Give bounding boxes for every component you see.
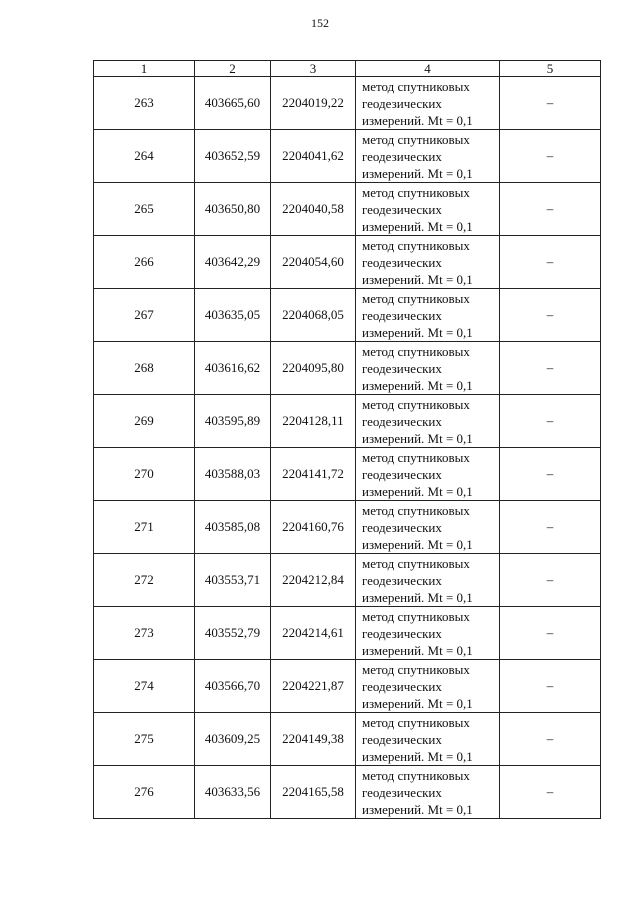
method-cell [356, 77, 500, 130]
x-coordinate-cell: 403595,89 [195, 395, 271, 448]
point-number-cell: 267 [94, 289, 195, 342]
y-coordinate-cell: 2204212,84 [271, 554, 356, 607]
table-row [94, 554, 601, 607]
method-line-1: метод спутниковых [362, 78, 470, 94]
table-row [94, 660, 601, 713]
y-coordinate-cell: 2204141,72 [271, 448, 356, 501]
point-number-cell: 265 [94, 183, 195, 236]
y-coordinate-cell: 2204040,58 [271, 183, 356, 236]
note-cell: – [500, 236, 601, 289]
method-line-1: метод спутниковых [362, 131, 470, 147]
method-line-2: геодезических [362, 254, 442, 270]
x-coordinate-cell: 403635,05 [195, 289, 271, 342]
method-line-2: геодезических [362, 678, 442, 694]
x-coordinate-cell: 403665,60 [195, 77, 271, 130]
method-cell [356, 660, 500, 713]
point-number-cell: 274 [94, 660, 195, 713]
method-line-3: измерений. Mt = 0,1 [362, 695, 473, 711]
note-cell: – [500, 342, 601, 395]
method-line-1: метод спутниковых [362, 661, 470, 677]
method-cell [356, 183, 500, 236]
x-coordinate-cell: 403553,71 [195, 554, 271, 607]
x-coordinate-cell: 403642,29 [195, 236, 271, 289]
header-col-2: 2 [195, 61, 271, 77]
table-row [94, 395, 601, 448]
header-col-5: 5 [500, 61, 601, 77]
method-line-3: измерений. Mt = 0,1 [362, 748, 473, 764]
y-coordinate-cell: 2204160,76 [271, 501, 356, 554]
note-cell: – [500, 607, 601, 660]
point-number-cell: 266 [94, 236, 195, 289]
note-cell: – [500, 554, 601, 607]
method-cell [356, 395, 500, 448]
method-cell [356, 766, 500, 819]
point-number-cell: 270 [94, 448, 195, 501]
note-cell: – [500, 183, 601, 236]
y-coordinate-cell: 2204165,58 [271, 766, 356, 819]
y-coordinate-cell: 2204041,62 [271, 130, 356, 183]
table-row [94, 501, 601, 554]
method-line-2: геодезических [362, 466, 442, 482]
table-row [94, 77, 601, 130]
method-line-1: метод спутниковых [362, 502, 470, 518]
x-coordinate-cell: 403552,79 [195, 607, 271, 660]
method-line-1: метод спутниковых [362, 290, 470, 306]
method-line-2: геодезических [362, 360, 442, 376]
method-cell [356, 342, 500, 395]
x-coordinate-cell: 403609,25 [195, 713, 271, 766]
method-line-1: метод спутниковых [362, 714, 470, 730]
y-coordinate-cell: 2204095,80 [271, 342, 356, 395]
point-number-cell: 273 [94, 607, 195, 660]
method-cell [356, 448, 500, 501]
method-line-2: геодезических [362, 572, 442, 588]
point-number-cell: 264 [94, 130, 195, 183]
y-coordinate-cell: 2204149,38 [271, 713, 356, 766]
y-coordinate-cell: 2204054,60 [271, 236, 356, 289]
note-cell: – [500, 77, 601, 130]
header-col-4: 4 [356, 61, 500, 77]
table-row [94, 766, 601, 819]
table-row [94, 607, 601, 660]
note-cell: – [500, 448, 601, 501]
method-line-3: измерений. Mt = 0,1 [362, 801, 473, 817]
note-cell: – [500, 130, 601, 183]
method-line-3: измерений. Mt = 0,1 [362, 112, 473, 128]
table-body [94, 77, 601, 819]
x-coordinate-cell: 403616,62 [195, 342, 271, 395]
method-line-2: геодезических [362, 784, 442, 800]
table-row [94, 289, 601, 342]
method-cell [356, 554, 500, 607]
header-col-1: 1 [94, 61, 195, 77]
method-line-3: измерений. Mt = 0,1 [362, 324, 473, 340]
method-line-1: метод спутниковых [362, 767, 470, 783]
method-line-1: метод спутниковых [362, 237, 470, 253]
method-line-2: геодезических [362, 731, 442, 747]
table-row [94, 342, 601, 395]
method-cell [356, 501, 500, 554]
table-row [94, 130, 601, 183]
method-line-2: геодезических [362, 148, 442, 164]
point-number-cell: 272 [94, 554, 195, 607]
table-row [94, 183, 601, 236]
method-cell [356, 289, 500, 342]
method-line-1: метод спутниковых [362, 555, 470, 571]
note-cell: – [500, 660, 601, 713]
method-cell [356, 130, 500, 183]
x-coordinate-cell: 403585,08 [195, 501, 271, 554]
note-cell: – [500, 289, 601, 342]
table-row [94, 236, 601, 289]
method-line-2: геодезических [362, 307, 442, 323]
y-coordinate-cell: 2204068,05 [271, 289, 356, 342]
x-coordinate-cell: 403652,59 [195, 130, 271, 183]
method-cell [356, 713, 500, 766]
method-line-3: измерений. Mt = 0,1 [362, 483, 473, 499]
method-line-3: измерений. Mt = 0,1 [362, 536, 473, 552]
y-coordinate-cell: 2204221,87 [271, 660, 356, 713]
method-line-2: геодезических [362, 201, 442, 217]
y-coordinate-cell: 2204214,61 [271, 607, 356, 660]
note-cell: – [500, 501, 601, 554]
header-row [94, 61, 601, 77]
point-number-cell: 263 [94, 77, 195, 130]
note-cell: – [500, 713, 601, 766]
method-line-2: геодезических [362, 519, 442, 535]
method-line-3: измерений. Mt = 0,1 [362, 218, 473, 234]
method-line-3: измерений. Mt = 0,1 [362, 271, 473, 287]
point-number-cell: 269 [94, 395, 195, 448]
method-line-3: измерений. Mt = 0,1 [362, 165, 473, 181]
x-coordinate-cell: 403588,03 [195, 448, 271, 501]
coordinates-table [93, 60, 601, 819]
x-coordinate-cell: 403650,80 [195, 183, 271, 236]
point-number-cell: 268 [94, 342, 195, 395]
point-number-cell: 276 [94, 766, 195, 819]
x-coordinate-cell: 403566,70 [195, 660, 271, 713]
method-cell [356, 236, 500, 289]
y-coordinate-cell: 2204019,22 [271, 77, 356, 130]
note-cell: – [500, 395, 601, 448]
method-line-3: измерений. Mt = 0,1 [362, 430, 473, 446]
y-coordinate-cell: 2204128,11 [271, 395, 356, 448]
x-coordinate-cell: 403633,56 [195, 766, 271, 819]
method-line-1: метод спутниковых [362, 343, 470, 359]
method-line-1: метод спутниковых [362, 608, 470, 624]
table-header [94, 61, 601, 77]
method-line-2: геодезических [362, 95, 442, 111]
page-number: 152 [311, 16, 329, 30]
method-line-3: измерений. Mt = 0,1 [362, 377, 473, 393]
point-number-cell: 275 [94, 713, 195, 766]
method-line-3: измерений. Mt = 0,1 [362, 589, 473, 605]
header-col-3: 3 [271, 61, 356, 77]
method-line-2: геодезических [362, 413, 442, 429]
method-line-1: метод спутниковых [362, 449, 470, 465]
method-line-2: геодезических [362, 625, 442, 641]
table-row [94, 448, 601, 501]
method-line-1: метод спутниковых [362, 396, 470, 412]
method-cell [356, 607, 500, 660]
method-line-1: метод спутниковых [362, 184, 470, 200]
method-line-3: измерений. Mt = 0,1 [362, 642, 473, 658]
table-row [94, 713, 601, 766]
point-number-cell: 271 [94, 501, 195, 554]
note-cell: – [500, 766, 601, 819]
